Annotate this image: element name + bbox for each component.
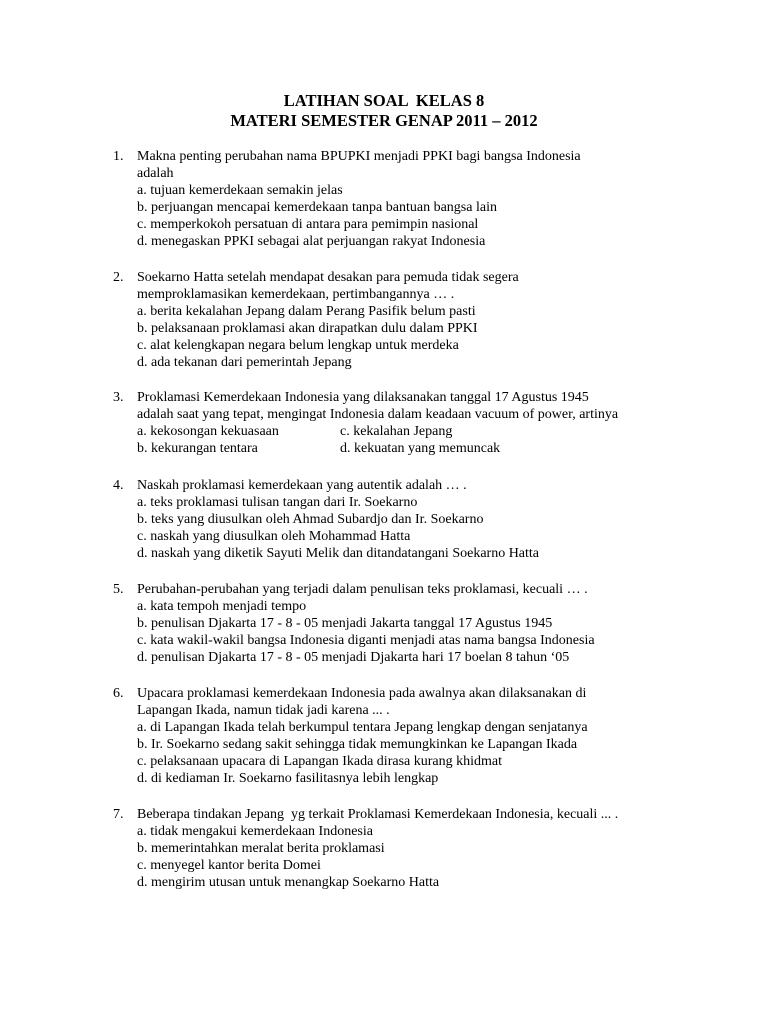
question-stem-line: Naskah proklamasi kemerdekaan yang autentik adalah … . bbox=[137, 478, 467, 493]
question-body bbox=[137, 389, 697, 457]
question-stem-line: Perubahan-perubahan yang terjadi dalam penulisan teks proklamasi, kecuali … . bbox=[137, 582, 588, 597]
question-stem-line: Beberapa tindakan Jepang yg terkait Proklamasi Kemerdekaan Indonesia, kecuali ... . bbox=[137, 807, 619, 822]
answer-option-d: d. ada tekanan dari pemerintah Jepang bbox=[137, 355, 352, 371]
question-number: 1. bbox=[113, 149, 124, 164]
question-number: 6. bbox=[113, 686, 124, 701]
answer-option-d: d. di kediaman Ir. Soekarno fasilitasnya lebih lengkap bbox=[137, 771, 439, 787]
answer-option-d: d. menegaskan PPKI sebagai alat perjuangan rakyat Indonesia bbox=[137, 234, 486, 250]
question-number: 3. bbox=[113, 390, 124, 405]
question-number: 7. bbox=[113, 807, 124, 822]
answer-option-d: d. mengirim utusan untuk menangkap Soekarno Hatta bbox=[137, 875, 440, 891]
answer-options-row bbox=[137, 423, 697, 440]
question-stem-line: Soekarno Hatta setelah mendapat desakan para pemuda tidak segera bbox=[137, 270, 519, 285]
answer-option-b: b. perjuangan mencapai kemerdekaan tanpa bantuan bangsa lain bbox=[137, 200, 497, 216]
answer-option-d: d. naskah yang diketik Sayuti Melik dan ditandatangani Soekarno Hatta bbox=[137, 546, 540, 562]
answer-option-b: b. penulisan Djakarta 17 - 8 - 05 menjadi Jakarta tanggal 17 Agustus 1945 bbox=[137, 616, 553, 632]
answer-option-a: a. tujuan kemerdekaan semakin jelas bbox=[137, 183, 343, 199]
answer-option-b: b. teks yang diusulkan oleh Ahmad Subardjo dan Ir. Soekarno bbox=[137, 512, 484, 528]
answer-option-a: a. tidak mengakui kemerdekaan Indonesia bbox=[137, 824, 373, 840]
question-body bbox=[137, 581, 697, 666]
answer-option-d: d. kekuatan yang memuncak bbox=[340, 441, 501, 457]
question-body bbox=[137, 148, 697, 251]
question-stem-line: Upacara proklamasi kemerdekaan Indonesia pada awalnya akan dilaksanakan di bbox=[137, 686, 587, 701]
answer-option-a: a. di Lapangan Ikada telah berkumpul tentara Jepang lengkap dengan senjatanya bbox=[137, 720, 588, 736]
answer-option-c: c. memperkokoh persatuan di antara para pemimpin nasional bbox=[137, 217, 479, 233]
answer-option-d: d. penulisan Djakarta 17 - 8 - 05 menjadi Djakarta hari 17 boelan 8 tahun ‘05 bbox=[137, 650, 570, 666]
question-number: 2. bbox=[113, 270, 124, 285]
document-title: LATIHAN SOAL KELAS 8 bbox=[283, 91, 485, 110]
question-stem-line: adalah saat yang tepat, mengingat Indonesia dalam keadaan vacuum of power, artinya bbox=[137, 407, 619, 423]
answer-option-b: b. memerintahkan meralat berita proklamasi bbox=[137, 841, 385, 857]
answer-option-c: c. naskah yang diusulkan oleh Mohammad Hatta bbox=[137, 529, 411, 545]
question-body bbox=[137, 685, 697, 788]
question-stem-line: memproklamasikan kemerdekaan, pertimbangannya … . bbox=[137, 287, 455, 303]
answer-option-a: a. kata tempoh menjadi tempo bbox=[137, 599, 307, 615]
answer-option-a: a. teks proklamasi tulisan tangan dari Ir. Soekarno bbox=[137, 495, 418, 511]
question-body bbox=[137, 806, 697, 891]
question-body bbox=[137, 477, 697, 562]
question-stem-line: adalah bbox=[137, 166, 174, 182]
question-stem-line: Proklamasi Kemerdekaan Indonesia yang dilaksanakan tanggal 17 Agustus 1945 bbox=[137, 390, 589, 405]
answer-option-a: a. berita kekalahan Jepang dalam Perang Pasifik belum pasti bbox=[137, 304, 476, 320]
question-body bbox=[137, 269, 697, 372]
question-stem-line: Makna penting perubahan nama BPUPKI menjadi PPKI bagi bangsa Indonesia bbox=[137, 149, 581, 164]
answer-options-row bbox=[137, 440, 697, 457]
answer-option-b: b. kekurangan tentara bbox=[137, 441, 258, 457]
document-subtitle: MATERI SEMESTER GENAP 2011 – 2012 bbox=[230, 111, 538, 130]
answer-option-c: c. pelaksanaan upacara di Lapangan Ikada dirasa kurang khidmat bbox=[137, 754, 502, 770]
answer-option-b: b. Ir. Soekarno sedang sakit sehingga tidak memungkinkan ke Lapangan Ikada bbox=[137, 737, 578, 753]
question-number: 5. bbox=[113, 582, 124, 597]
question-number: 4. bbox=[113, 478, 124, 493]
answer-option-c: c. menyegel kantor berita Domei bbox=[137, 858, 321, 874]
answer-option-c: c. alat kelengkapan negara belum lengkap untuk merdeka bbox=[137, 338, 459, 354]
answer-option-b: b. pelaksanaan proklamasi akan dirapatkan dulu dalam PPKI bbox=[137, 321, 478, 337]
answer-option-a: a. kekosongan kekuasaan bbox=[137, 424, 279, 440]
answer-option-c: c. kata wakil-wakil bangsa Indonesia diganti menjadi atas nama bangsa Indonesia bbox=[137, 633, 595, 649]
question-stem-line: Lapangan Ikada, namun tidak jadi karena ... . bbox=[137, 703, 390, 719]
answer-option-c: c. kekalahan Jepang bbox=[340, 424, 453, 440]
